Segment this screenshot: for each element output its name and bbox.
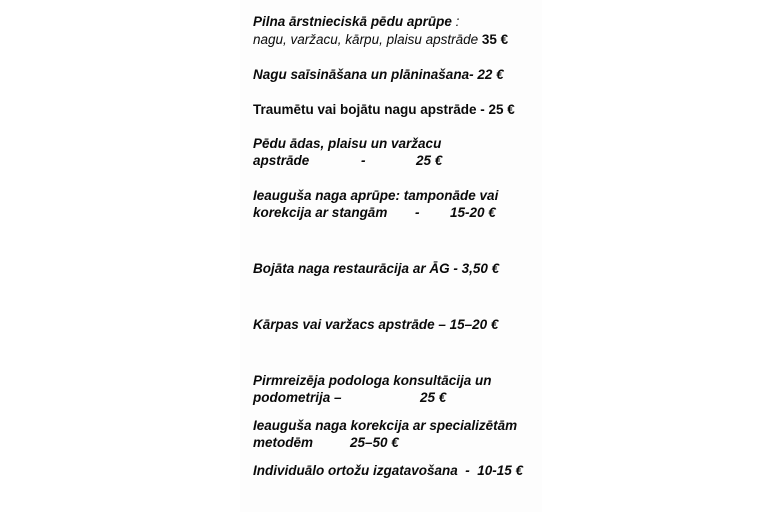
item-label: korekcija ar stangām — [253, 205, 388, 220]
price-item-nail-restoration: Bojāta naga restaurācija ar ĀG - 3,50 € — [253, 261, 500, 276]
price-item-full-foot-care-title — [253, 14, 459, 30]
price-item-nail-trimming: Nagu saīsināšana un plāninašana- 22 € — [253, 67, 504, 82]
item-price: 25–50 € — [350, 435, 399, 450]
price-item-consultation-line2 — [253, 390, 513, 406]
item-dash: - — [361, 153, 366, 168]
item-title-suffix: : — [455, 14, 460, 29]
item-price: 35 € — [481, 32, 509, 47]
price-item-ingrown-nail-correction-line1: Ieauguša naga korekcija ar specializētām — [253, 418, 518, 433]
item-price: 25 € — [420, 390, 447, 405]
item-price: 25 € — [416, 153, 443, 168]
item-title: Pilna ārstnieciskā pēdu aprūpe — [253, 14, 452, 29]
price-item-ingrown-nail-correction-line2 — [253, 435, 513, 451]
item-label: metodēm — [253, 435, 314, 450]
price-item-injured-nails: Traumētu vai bojātu nagu apstrāde - 25 € — [253, 102, 515, 117]
price-item-warts-corns: Kārpas vai varžacs apstrāde – 15–20 € — [253, 317, 499, 332]
item-label: apstrāde — [253, 153, 310, 168]
price-item-skin-treatment-line2 — [253, 153, 513, 169]
price-item-ingrown-nail-care-line2 — [253, 205, 513, 221]
item-label: podometrija – — [253, 390, 342, 405]
price-item-orthoses: Individuālo ortožu izgatavošana - 10-15 € — [253, 463, 524, 478]
price-item-ingrown-nail-care-line1: Ieauguša naga aprūpe: tamponāde vai — [253, 188, 499, 203]
item-price: 15-20 € — [450, 205, 496, 220]
price-item-consultation-line1: Pirmreizēja podologa konsultācija un — [253, 373, 492, 388]
price-item-skin-treatment-line1: Pēdu ādas, plaisu un varžacu — [253, 136, 442, 151]
item-details: nagu, varžacu, kārpu, plaisu apstrāde — [253, 32, 479, 47]
price-item-full-foot-care-details — [253, 32, 508, 48]
item-dash: - — [415, 205, 420, 220]
